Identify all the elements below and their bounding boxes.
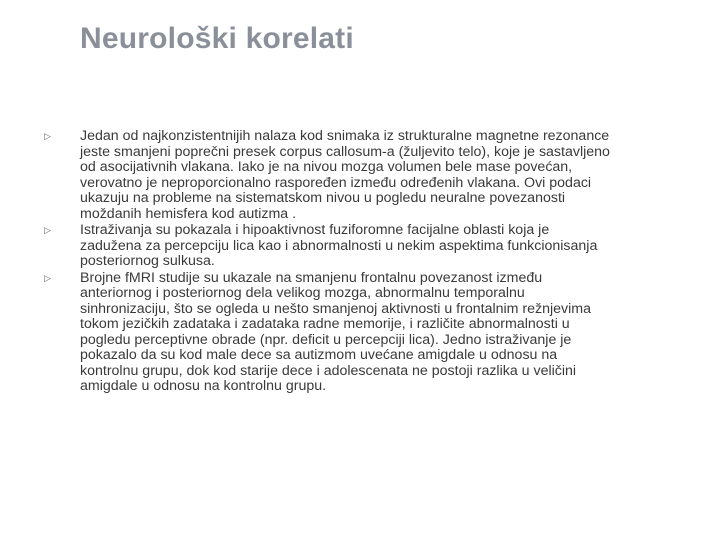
- triangle-bullet-icon: ▷: [44, 226, 51, 236]
- bullet-text-fusiform-area: Istraživanja su pokazala i hipoaktivnost fuziforomne facijalne oblasti koja je zadužena za percepciju lica kao i abnormalnosti u nekim aspektima funkcionisanja posteriornog sulkusa.: [80, 222, 598, 269]
- slide-title: Neurološki korelati: [80, 22, 354, 55]
- bullet-text-fmri-studies: Brojne fMRI studije su ukazale na smanjenu frontalnu povezanost između anteriornog i posteriornog dela velikog mozga, abnormalnu temporalnu sinhronizaciju, što se ogleda u nešto smanjenoj aktivnosti u frontalnim režnjevima tokom jezičkih zadataka i zadataka radne memorije, i različite abnormalnosti u pogledu perceptivne obrade (npr. deficit u percepciji lica). Jedno istraživanje je pokazalo da su kod male dece sa autizmom uvećane amigdale u odnosu na kontrolnu grupu, dok kod starije dece i adolescenata ne postoji razlika u veličini amigdale u odnosu na kontrolnu grupu.: [80, 269, 592, 394]
- bullet-list: [44, 129, 610, 396]
- bullet-item: [44, 129, 610, 222]
- bullet-item: [44, 223, 610, 270]
- bullet-text-corpus-callosum: Jedan od najkonzistentnijih nalaza kod snimaka iz strukturalne magnetne rezonance jeste smanjeni poprečni presek corpus callosum-a (žuljevito telo), koje je sastavljeno od asocijativnih vlakana. Iako je na nivou mozga volumen bele mase povećan, verovatno je neproporcionalno raspoređen između određenih vlakana. Ovi podaci ukazuju na probleme na sistematskom nivou u pogledu neuralne povezanosti moždanih hemisfera kod autizma .: [80, 128, 610, 222]
- triangle-bullet-icon: ▷: [44, 273, 51, 284]
- bullet-item: [44, 271, 610, 395]
- triangle-bullet-icon: ▷: [44, 132, 51, 142]
